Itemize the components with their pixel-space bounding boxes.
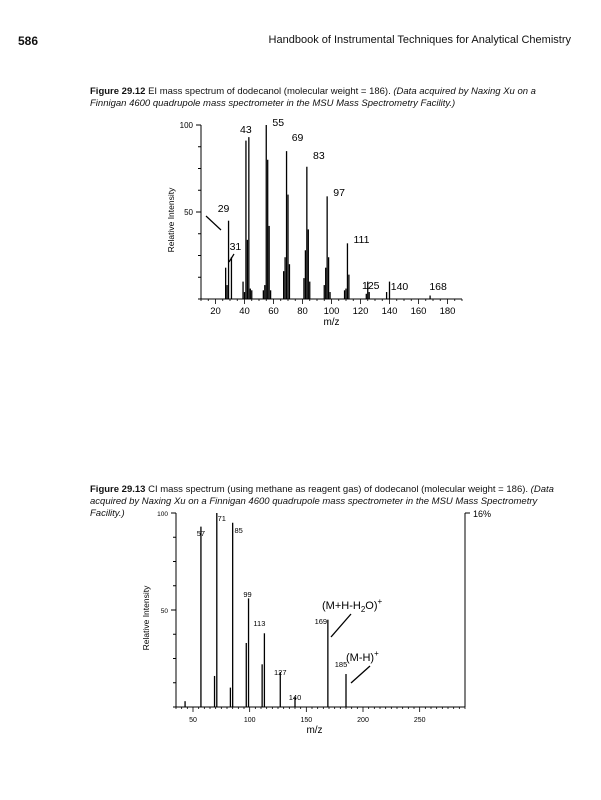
peak-label: 168 — [429, 281, 447, 293]
peak-label: 55 — [272, 117, 285, 129]
peak-label: 111 — [353, 234, 370, 246]
peak-label: 29 — [217, 203, 230, 215]
y-tick-label: 100 — [179, 121, 193, 130]
x-tick-label: 100 — [243, 717, 256, 724]
peak-label: 43 — [240, 124, 252, 136]
x-axis-title: m/z — [306, 725, 323, 736]
peak-label: 140 — [288, 693, 302, 702]
x-axis-title: m/z — [323, 317, 340, 328]
figure-label: Figure 29.13 — [90, 484, 146, 495]
peak-label: 57 — [196, 529, 206, 538]
y-tick-label: 50 — [160, 608, 168, 615]
peak-label: 185 — [334, 660, 348, 669]
peak-label: 71 — [217, 514, 226, 523]
x-tick-label: 150 — [300, 717, 313, 724]
peak-label: 140 — [390, 281, 409, 293]
peak-label: 169 — [314, 617, 328, 626]
x-tick-label: 60 — [268, 306, 279, 317]
peak-label: 83 — [313, 150, 325, 162]
page-number: 586 — [18, 34, 39, 48]
caption-text: EI mass spectrum of dodecanol (molecular weight = 186). — [148, 86, 391, 97]
x-tick-label: 50 — [189, 717, 197, 724]
y-tick-label: 50 — [184, 208, 193, 217]
leader-line — [331, 614, 351, 637]
peak-label: 127 — [274, 668, 287, 677]
peak-label: 85 — [234, 526, 243, 535]
right-scale-label: 16% — [473, 509, 492, 519]
x-tick-label: 120 — [352, 306, 369, 317]
y-tick-label: 100 — [157, 511, 168, 518]
peak-label: 113 — [253, 619, 266, 628]
peak-label: 69 — [291, 132, 304, 144]
figure-label: Figure 29.12 — [90, 86, 146, 97]
x-tick-label: 200 — [357, 717, 369, 724]
x-tick-label: 160 — [410, 306, 427, 317]
x-tick-label: 40 — [239, 306, 250, 317]
caption-credit: (Data acquired by Naxing Xu on a Finnigan 4600 quadrupole mass spectrometer in the MSU Mass Spectrometry Facility.) — [90, 484, 554, 519]
caption-text: CI mass spectrum (using methane as reagent gas) of dodecanol (molecular weight = 186). — [148, 484, 529, 495]
running-title: Handbook of Instrumental Techniques for Analytical Chemistry — [268, 34, 571, 46]
x-tick-label: 140 — [381, 306, 398, 317]
x-tick-label: 80 — [297, 306, 308, 317]
x-tick-label: 100 — [323, 306, 340, 317]
annotation-m-minus-h: (M-H)+ — [346, 649, 379, 664]
peak-label: 125 — [361, 280, 380, 292]
peak-label: 31 — [229, 241, 242, 253]
x-tick-label: 250 — [413, 717, 426, 724]
x-tick-label: 20 — [210, 306, 221, 317]
x-tick-label: 180 — [439, 306, 456, 317]
y-axis-title: Relative Intensity — [166, 187, 176, 253]
caption-credit: (Data acquired by Naxing Xu on a Finnigan 4600 quadrupole mass spectrometer in the MSU Mass Spectrometry Facility.) — [90, 86, 536, 109]
peak-label: 99 — [243, 590, 252, 599]
leader-line — [351, 666, 370, 683]
peak-label: 97 — [333, 187, 345, 199]
y-axis-title: Relative Intensity — [141, 585, 151, 651]
annotation-m-plus-h-minus-h2o: $(M+H-H_2O)^+$ — [322, 597, 383, 614]
